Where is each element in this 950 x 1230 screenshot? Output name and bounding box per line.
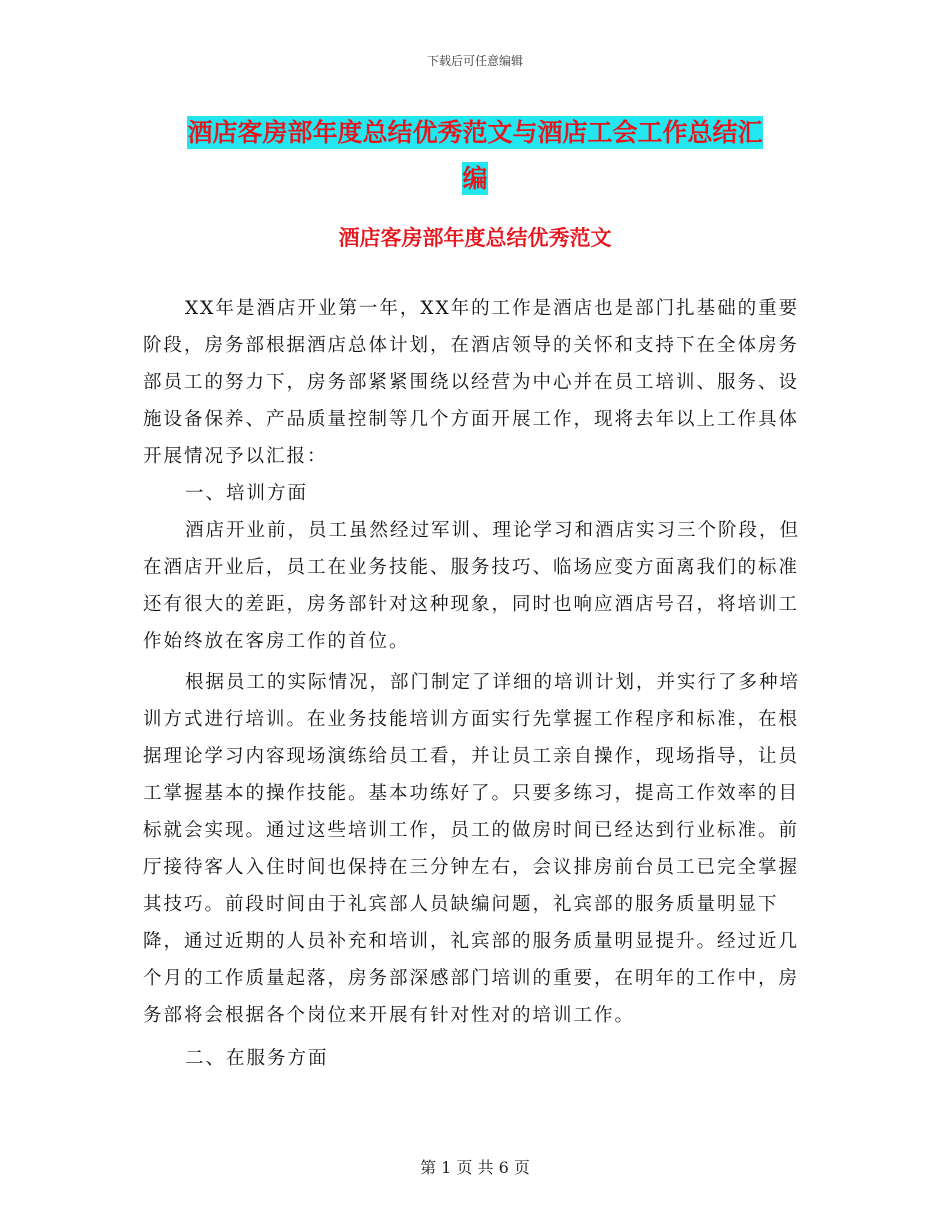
header-note: 下载后可任意编辑 bbox=[426, 54, 523, 68]
page-footer: 第 1 页 共 6 页 bbox=[420, 1158, 530, 1177]
section-title: 酒店客房部年度总结优秀范文 bbox=[338, 225, 612, 250]
paragraph-intro: XX年是酒店开业第一年，XX年的工作是酒店也是部门扎基础的重要阶段，房务部根据酒店总体计划，在酒店领导的关怀和支持下在全体房务部员工的努力下，房务部紧紧围绕以经营为中心并在员工培训、服务、设施设备保养、产品质量控制等几个方面开展工作，现将去年以上工作具体开展情况予以汇报： bbox=[143, 298, 800, 467]
main-title-line2: 编 bbox=[462, 164, 488, 193]
paragraph-training-2: 根据员工的实际情况，部门制定了详细的培训计划，并实行了多种培训方式进行培训。在业务技能培训方面实行先掌握工作程序和标准，在根据理论学习内容现场演练给员工看，并让员工亲自操作，现场指导，让员工掌握基本的操作技能。基本功练好了。只要多练习，提高工作效率的目标就会实现。通过这些培训工作，员工的做房时间已经达到行业标准。前厅接待客人入住时间也保持在三分钟左右，会议排房前台员工已完全掌握其技巧。前段时间由于礼宾部人员缺编问题，礼宾部的服务质量明显下降，通过近期的人员补充和培训，礼宾部的服务质量明显提升。经过近几个月的工作质量起落，房务部深感部门培训的重要，在明年的工作中，房务部将会根据各个岗位来开展有针对性对的培训工作。 bbox=[143, 672, 801, 1026]
section-heading-training: 一、培训方面 bbox=[185, 483, 309, 504]
section-heading-service: 二、在服务方面 bbox=[185, 1048, 329, 1069]
main-title bbox=[140, 110, 810, 202]
body-text bbox=[143, 290, 813, 1077]
main-title-line1: 酒店客房部年度总结优秀范文与酒店工会工作总结汇 bbox=[187, 118, 763, 147]
paragraph-training-1: 酒店开业前，员工虽然经过军训、理论学习和酒店实习三个阶段，但在酒店开业后，员工在业务技能、服务技巧、临场应变方面离我们的标准还有很大的差距，房务部针对这种现象，同时也响应酒店号召，将培训工作始终放在客房工作的首位。 bbox=[143, 520, 801, 652]
